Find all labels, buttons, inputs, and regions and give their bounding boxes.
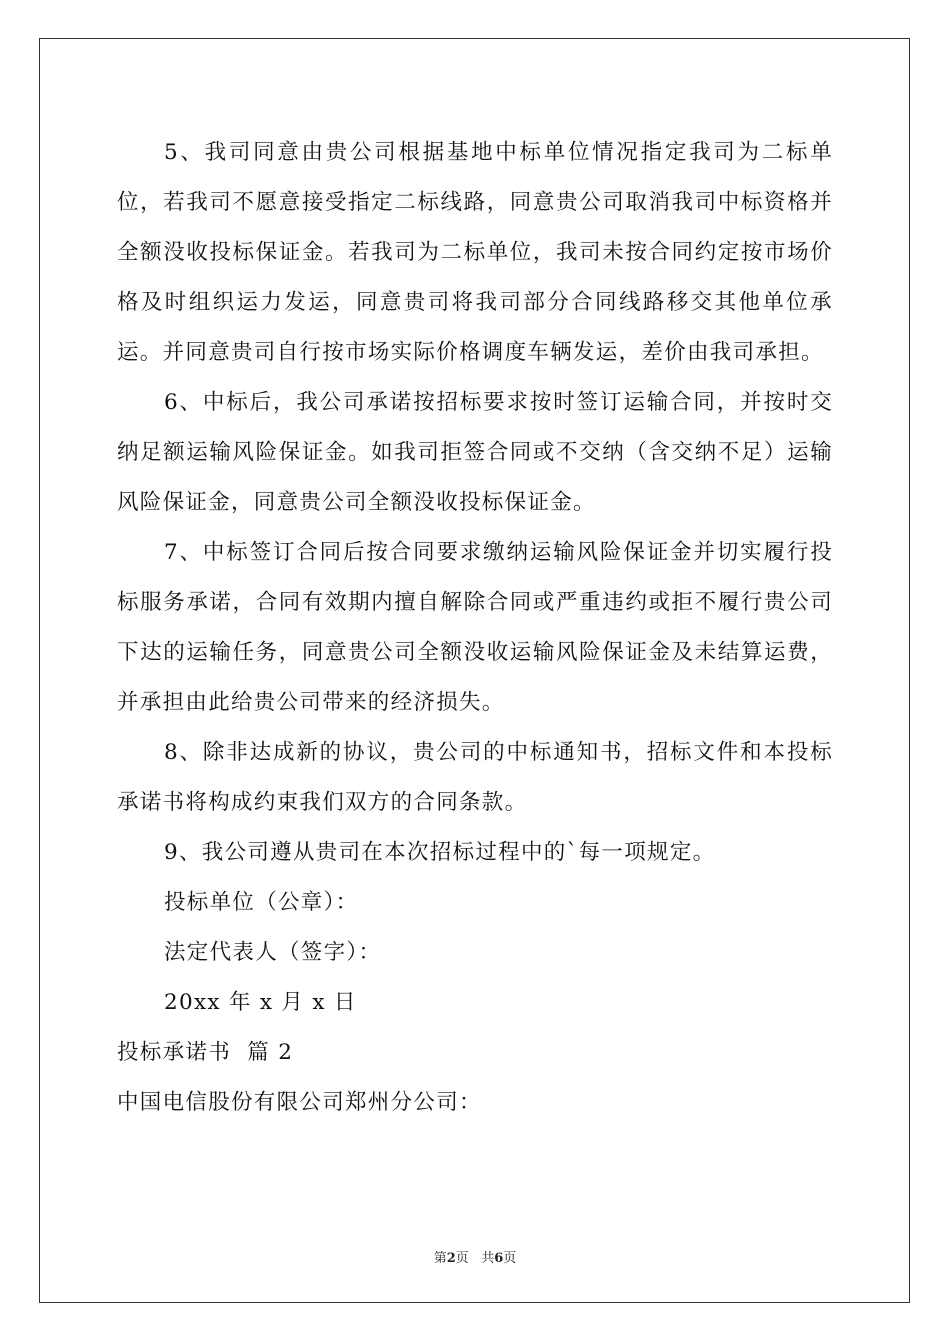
clause-9: 9、我公司遵从贵司在本次招标过程中的`每一项规定。: [164, 840, 716, 865]
clause-7: 7、中标签订合同后按合同要求缴纳运输风险保证金并切实履行投标服务承诺，合同有效期内擅自解除合同或严重违约或拒不履行贵公司下达的运输任务，同意贵公司全额没收运输风险保证金及未结算运费，并承担由此给贵公司带来的经济损失。: [117, 540, 833, 715]
document-body: [117, 128, 833, 1128]
clause-8: 8、除非达成新的协议，贵公司的中标通知书，招标文件和本投标承诺书将构成约束我们双方的合同条款。: [117, 740, 833, 815]
section-title: 投标承诺书 篇 2: [117, 1040, 294, 1065]
signing-date: 20xx 年 x 月 x 日: [164, 990, 357, 1015]
addressee: 中国电信股份有限公司郑州分公司：: [117, 1090, 482, 1115]
current-page-number: 2: [446, 1251, 456, 1266]
page-number-footer: [0, 1247, 950, 1266]
page-prefix: 第: [433, 1251, 447, 1266]
bidder-signature-label: 投标单位（公章）：: [164, 890, 359, 915]
clause-5: 5、我司同意由贵公司根据基地中标单位情况指定我司为二标单位，若我司不愿意接受指定二标线路，同意贵公司取消我司中标资格并全额没收投标保证金。若我司为二标单位，我司未按合同约定按市场价格及时组织运力发运，同意贵司将我司部分合同线路移交其他单位承运。并同意贵司自行按市场实际价格调度车辆发运，差价由我司承担。: [117, 140, 833, 365]
clause-6: 6、中标后，我公司承诺按招标要求按时签订运输合同，并按时交纳足额运输风险保证金。如我司拒签合同或不交纳（含交纳不足）运输风险保证金，同意贵公司全额没收投标保证金。: [117, 390, 833, 515]
total-page-count: 6: [494, 1251, 504, 1266]
page-mid-text: 页 共: [455, 1251, 495, 1266]
legal-representative-label: 法定代表人（签字）：: [164, 940, 382, 965]
page-suffix: 页: [503, 1251, 517, 1266]
